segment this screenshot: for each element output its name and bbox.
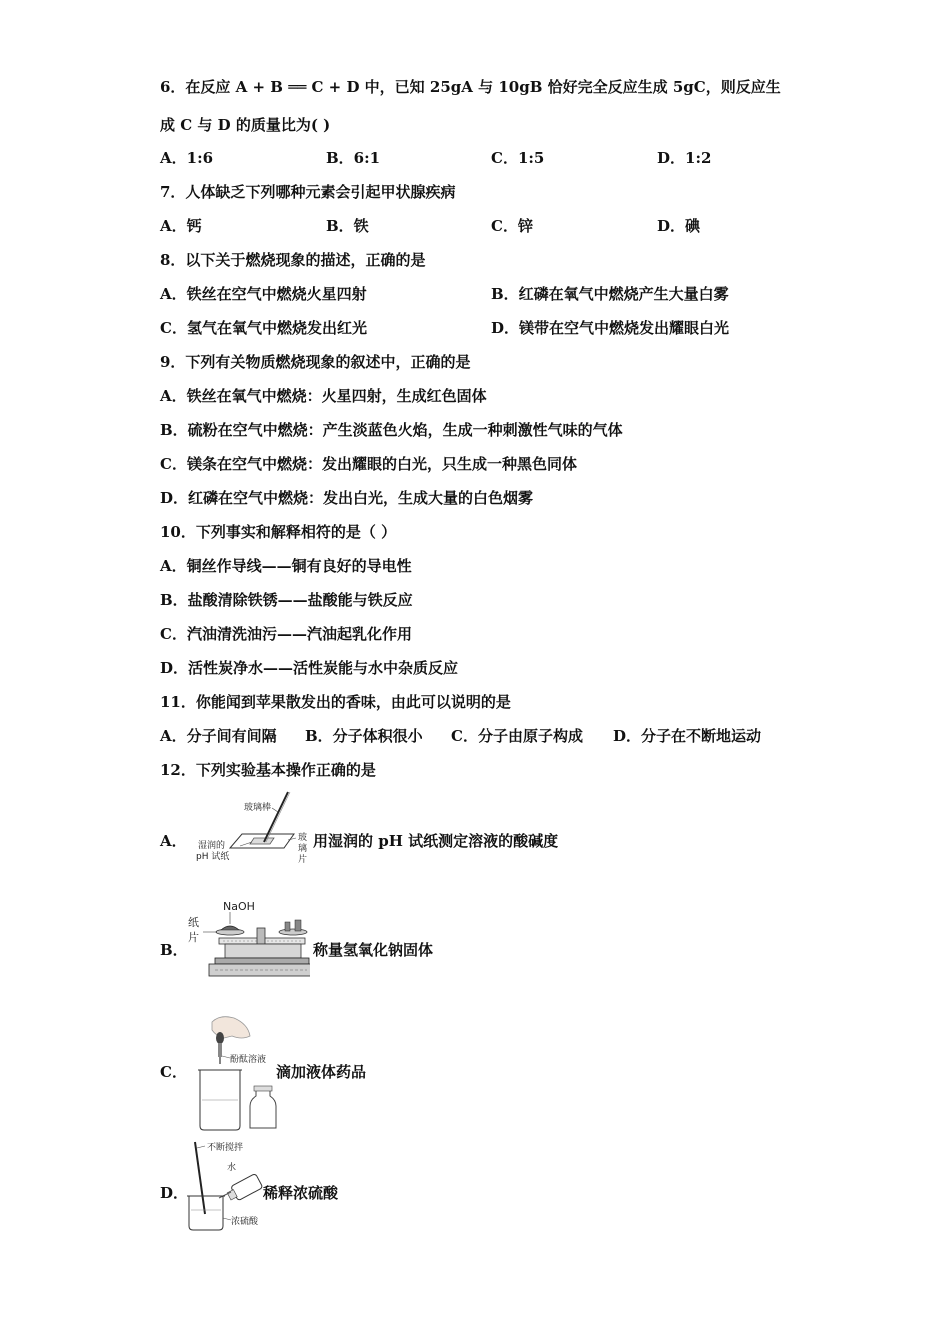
- label-phenolphthalein: 酚酞溶液: [230, 1055, 267, 1065]
- label-glass-2: 璃: [298, 844, 308, 854]
- q12-option-c-letter: C．: [160, 1063, 187, 1081]
- label-glass-3: 片: [298, 855, 308, 865]
- label-glass-rod: 玻璃棒: [244, 803, 272, 813]
- q12-option-d-desc: 稀释浓硫酸: [263, 1184, 339, 1202]
- q12-option-a-letter: A．: [160, 832, 187, 850]
- q12-option-b-letter: B．: [160, 941, 188, 959]
- q7-option-b: B．铁: [326, 217, 369, 235]
- q10-option-d: D．活性炭净水——活性炭能与水中杂质反应: [160, 659, 459, 677]
- q11-option-c: C．分子由原子构成: [451, 727, 583, 745]
- q8-option-d: D．镁带在空气中燃烧发出耀眼白光: [491, 319, 730, 337]
- q11-option-b: B．分子体积很小: [305, 727, 423, 745]
- q8-option-a: A．铁丝在空气中燃烧火星四射: [160, 285, 367, 303]
- q10-option-c: C．汽油清洗油污——汽油起乳化作用: [160, 625, 412, 643]
- q9-option-c: C．镁条在空气中燃烧：发出耀眼的白光，只生成一种黑色同体: [160, 455, 577, 473]
- q11-option-a: A．分子间有间隔: [160, 727, 277, 745]
- q8-stem: 8．以下关于燃烧现象的描述，正确的是: [160, 251, 426, 269]
- q6-option-c: C．1:5: [491, 149, 545, 167]
- q8-option-c: C．氢气在氧气中燃烧发出红光: [160, 319, 367, 337]
- q6-option-d: D．1:2: [657, 149, 712, 167]
- q11-option-d: D．分子在不断地运动: [613, 727, 762, 745]
- q6-option-b: B．6:1: [326, 149, 381, 167]
- q8-option-b: B．红磷在氧气中燃烧产生大量白雾: [491, 285, 729, 303]
- label-paper-1: 纸: [188, 916, 199, 929]
- q11-stem: 11．你能闻到苹果散发出的香味，由此可以说明的是: [160, 693, 511, 711]
- q10-stem: 10．下列事实和解释相符的是（ ）: [160, 523, 397, 541]
- label-glass-1: 玻: [298, 833, 308, 843]
- label-paper-2: 片: [188, 931, 199, 944]
- label-stir: 不断搅拌: [207, 1143, 244, 1153]
- q7-stem: 7．人体缺乏下列哪种元素会引起甲状腺疾病: [160, 183, 456, 201]
- label-conc-acid: 浓硫酸: [231, 1217, 259, 1227]
- q12-option-b-desc: 称量氢氧化钠固体: [313, 941, 434, 959]
- label-water: 水: [227, 1163, 237, 1173]
- q12-option-d-letter: D．: [160, 1184, 189, 1202]
- q10-option-b: B．盐酸清除铁锈——盐酸能与铁反应: [160, 591, 413, 609]
- q9-option-b: B．硫粉在空气中燃烧：产生淡蓝色火焰，生成一种刺激性气味的气体: [160, 421, 623, 439]
- q6-option-a: A．1:6: [160, 149, 214, 167]
- q6-stem-line1: 6．在反应 A + B ══ C + D 中，已知 25gA 与 10gB 恰好完全反应生成 5gC，则反应生: [160, 78, 781, 96]
- q9-option-a: A．铁丝在氧气中燃烧：火星四射，生成红色固体: [160, 387, 487, 405]
- q12-stem: 12．下列实验基本操作正确的是: [160, 761, 376, 779]
- q9-stem: 9．下列有关物质燃烧现象的叙述中，正确的是: [160, 353, 471, 371]
- q10-option-a: A．铜丝作导线——铜有良好的导电性: [160, 557, 412, 575]
- label-wet: 湿润的: [198, 841, 226, 851]
- q6-stem-line2: 成 C 与 D 的质量比为( ): [160, 116, 331, 134]
- q12-c-figure: [190, 1014, 280, 1134]
- q7-option-d: D．碘: [657, 217, 701, 235]
- q12-option-c-desc: 滴加液体药品: [276, 1063, 367, 1081]
- q12-option-a-desc: 用湿润的 pH 试纸测定溶液的酸碱度: [313, 832, 559, 850]
- q12-b-figure: [185, 896, 310, 982]
- q9-option-d: D．红磷在空气中燃烧：发出白光，生成大量的白色烟雾: [160, 489, 534, 507]
- q12-a-figure: [192, 790, 310, 868]
- q7-option-a: A．钙: [160, 217, 202, 235]
- q7-option-c: C．锌: [491, 217, 533, 235]
- label-naoh: NaOH: [223, 900, 255, 913]
- label-ph-paper: pH 试纸: [196, 852, 230, 862]
